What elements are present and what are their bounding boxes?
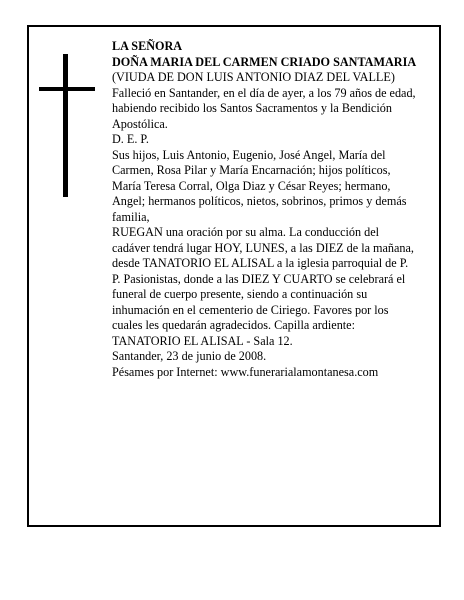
request-line: RUEGAN una oración por su alma. La conducción del cadáver tendrá lugar HOY, LUNES, a las DIEZ de la mañana, desde TANATORIO EL ALISAL a la iglesia parroquial de P. P. Pasionistas, donde a las DIEZ Y CUARTO se celebrará el funeral de cuerpo presente, siendo a continuación su inhumación en el cementerio de Ciriego. Favores por los cuales les quedarán agradecidos. Capilla ardiente: TANATORIO EL ALISAL - Sala 12. [112, 225, 414, 348]
family-line: Sus hijos, Luis Antonio, Eugenio, José Angel, María del Carmen, Rosa Pilar y María Encarnación; hijos políticos, María Teresa Corral, Olga Diaz y César Reyes; hermano, Angel; hermanos políticos, nietos, sobrinos, primos y demás familia, [112, 147, 407, 224]
sacraments-line: habiendo recibido los Santos Sacramentos y la Bendición Apostólica. [112, 101, 392, 131]
notice-title-line1: LA SEÑORA [112, 39, 183, 53]
condolences-line: Pésames por Internet: www.funerarialamontanesa.com [112, 364, 379, 379]
cross-icon [63, 54, 68, 197]
place-date-line: Santander, 23 de junio de 2008. [112, 349, 267, 363]
obituary-text [112, 39, 418, 380]
death-line: Falleció en Santander, en el día de ayer, a los 79 años de edad, [112, 85, 416, 100]
rip-line: D. E. P. [112, 132, 149, 146]
widow-line: (VIUDA DE DON LUIS ANTONIO DIAZ DEL VALLE) [112, 70, 395, 84]
deceased-name: DOÑA MARIA DEL CARMEN CRIADO SANTAMARIA [112, 54, 417, 69]
cross-icon-crossbar [39, 87, 95, 91]
